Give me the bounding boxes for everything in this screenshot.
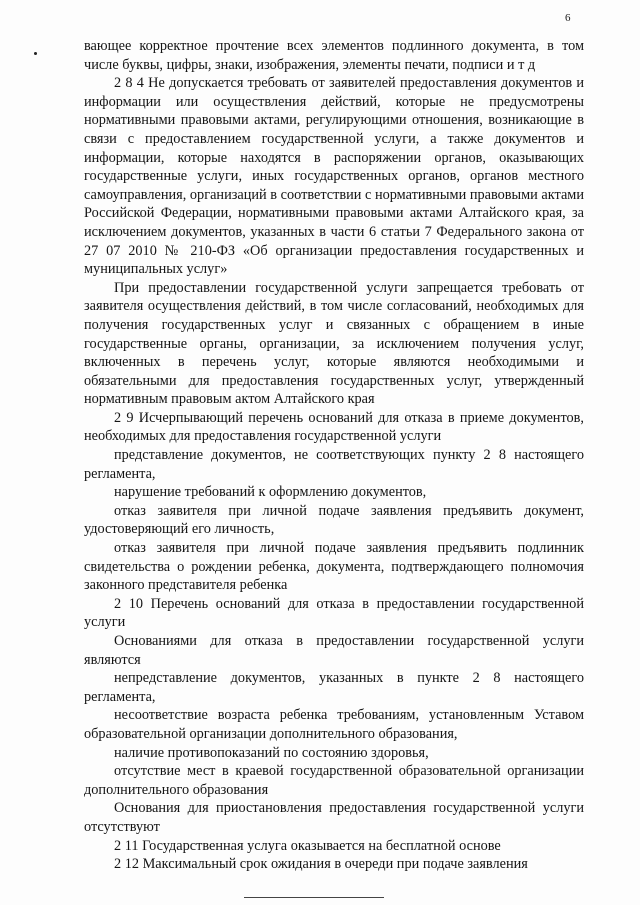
paragraph: При предоставлении государственной услуги запрещается требовать от заявителя осуществления действий, в том числе согласований, необходимых для получения государственных услуг и связанных с обращением в иные государственные органы, организации, за исключением получения услуг, включенных в перечень услуг, которые являются необходимыми и обязательными для предоставления государственных услуг, утвержденный нормативным правовым актом Алтайского края bbox=[84, 279, 584, 408]
paragraph: отказ заявителя при личной подаче заявления предъявить документ, удостоверяющий его личность, bbox=[84, 502, 584, 538]
paragraph: представление документов, не соответствующих пункту 2 8 настоящего регламента, bbox=[84, 447, 584, 482]
paragraph: 2 12 Максимальный срок ожидания в очереди при подаче заявления bbox=[114, 856, 528, 873]
page-number: 6 bbox=[565, 12, 571, 24]
paragraph: несоответствие возраста ребенка требованиям, установленным Уставом образовательной организации дополнительного образования, bbox=[84, 707, 584, 742]
paragraph: 2 11 Государственная услуга оказывается на бесплатной основе bbox=[114, 837, 501, 854]
paragraph: отказ заявителя при личной подаче заявления предъявить подлинник свидетельства о рождении ребенка, документа, подтверждающего полномочия законного представителя ребенка bbox=[84, 540, 584, 594]
paragraph: 2 9 Исчерпывающий перечень оснований для отказа в приеме документов, необходимых для предоставления государственной услуги bbox=[84, 409, 584, 445]
paragraph: отсутствие мест в краевой государственной образовательной организации дополнительного образования bbox=[84, 763, 584, 798]
paragraph: наличие противопоказаний по состоянию здоровья, bbox=[114, 744, 429, 761]
document-body bbox=[84, 37, 584, 874]
paragraph: 2 8 4 Не допускается требовать от заявителей предоставления документов и информации или осуществления действий, которые не предусмотрены нормативными правовыми актами, регулирующими отношения, возникающие в связи с предоставлением государственной услуги, а также документов и информации, которые находятся в распоряжении органов, оказывающих государственные услуги, иных государственных органов, органов местного самоуправления, организаций в соответствии с нормативными правовыми актами Российской Федерации, нормативными правовыми актами Алтайского края, за исключением документов, указанных в части 6 статьи 7 Федерального закона от 27 07 2010 № 210-ФЗ «Об организации предоставления государственных и муниципальных услуг» bbox=[84, 75, 584, 278]
paragraph: Основания для приостановления предоставления государственной услуги отсутствуют bbox=[84, 800, 584, 835]
paragraph: Основаниями для отказа в предоставлении государственной услуги являются bbox=[84, 633, 584, 668]
scan-speck bbox=[34, 52, 37, 55]
paragraph: нарушение требований к оформлению документов, bbox=[114, 484, 427, 501]
paragraph: непредставление документов, указанных в пункте 2 8 настоящего регламента, bbox=[84, 670, 584, 705]
paragraph: вающее корректное прочтение всех элементов подлинного документа, в том числе буквы, цифры, знаки, изображения, элементы печати, подписи и т д bbox=[84, 38, 584, 73]
bottom-divider bbox=[244, 897, 384, 898]
paragraph: 2 10 Перечень оснований для отказа в предоставлении государственной услуги bbox=[84, 595, 584, 631]
